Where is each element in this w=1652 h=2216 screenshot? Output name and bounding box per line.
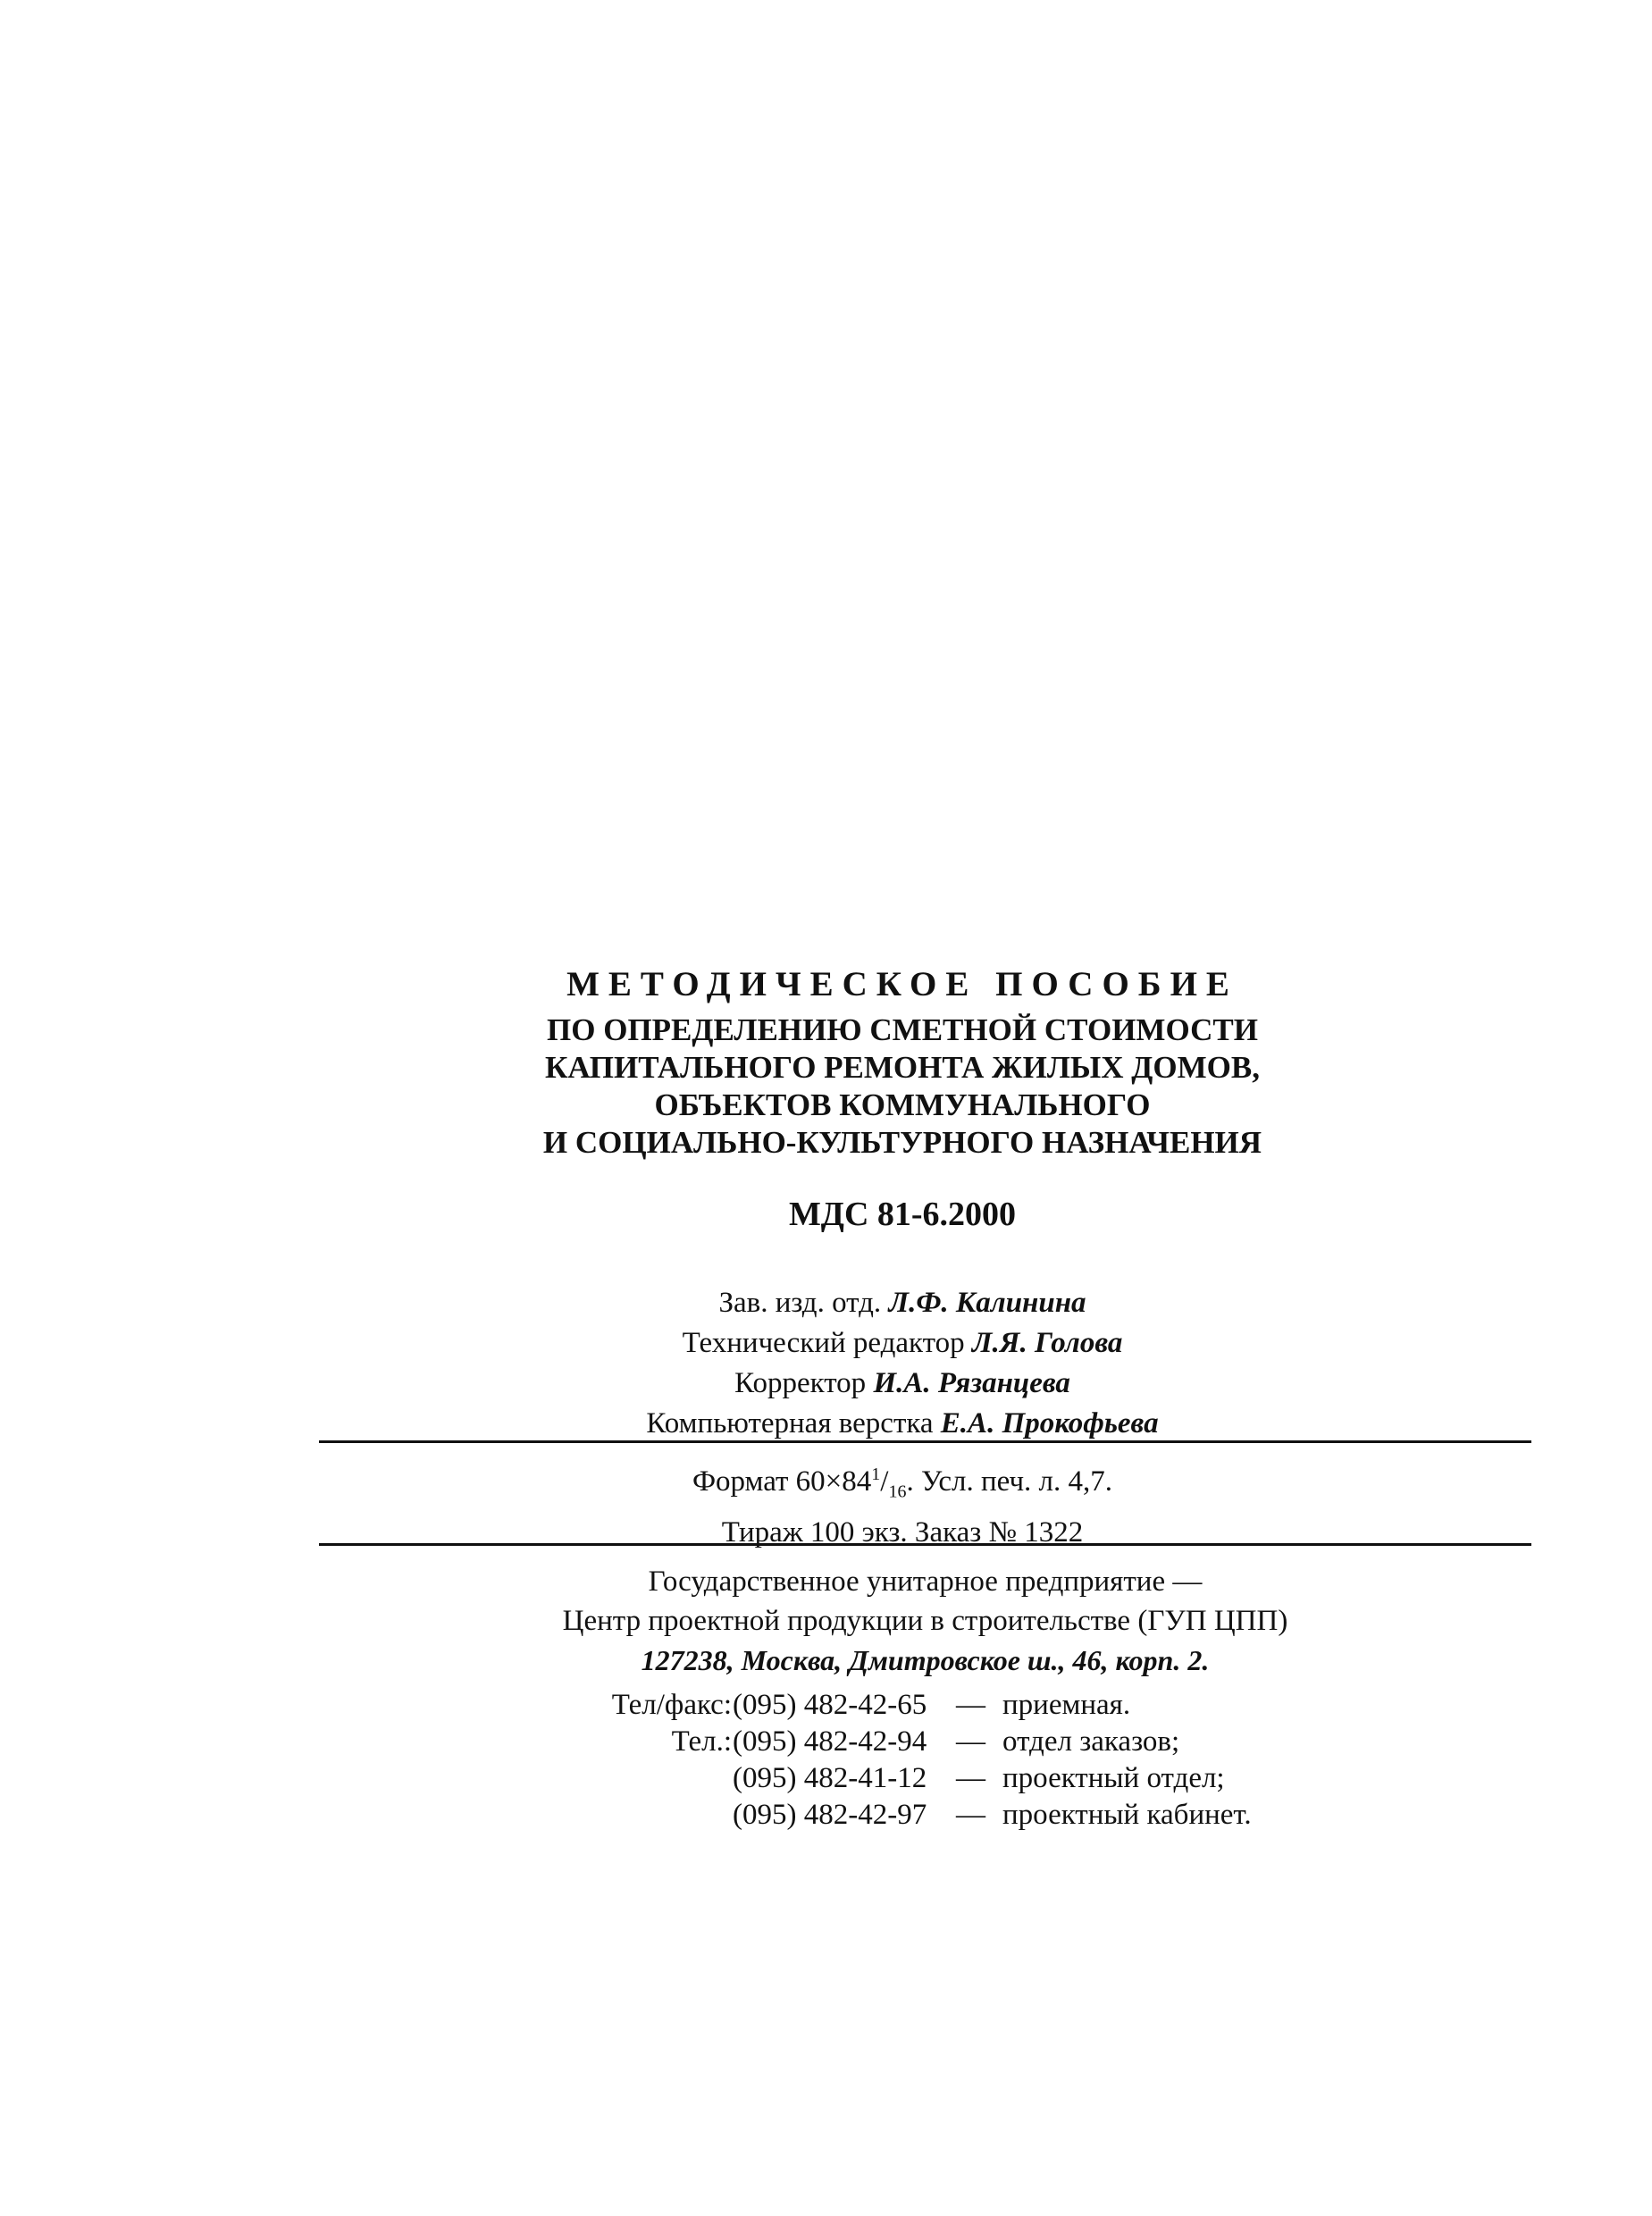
phone-row: [0, 1797, 1652, 1834]
phone-description: проектный отдел;: [1002, 1762, 1225, 1794]
phone-number: (095) 482-42-97: [733, 1799, 927, 1831]
format-block: [500, 1455, 1304, 1553]
phone-description: проектный кабинет.: [1002, 1799, 1252, 1831]
format-prefix: Формат 60×84: [692, 1465, 872, 1498]
format-sub: 16: [888, 1482, 907, 1502]
phone-number: (095) 482-41-12: [733, 1762, 927, 1794]
format-suffix: . Усл. печ. л. 4,7.: [906, 1465, 1113, 1498]
publisher-block: [319, 1562, 1531, 1641]
document-title: МЕТОДИЧЕСКОЕ ПОСОБИЕ: [566, 965, 1238, 1003]
phone-label: Тел.:: [671, 1725, 732, 1758]
title-line-2: КАПИТАЛЬНОГО РЕМОНТА ЖИЛЫХ ДОМОВ,: [545, 1050, 1260, 1085]
credit-role: Корректор: [734, 1367, 867, 1399]
credit-line: [500, 1404, 1304, 1444]
divider-top: [319, 1440, 1531, 1443]
phone-description: приемная.: [1002, 1689, 1131, 1721]
credit-line: [500, 1364, 1304, 1404]
phone-number: (095) 482-42-65: [733, 1689, 927, 1721]
credit-name: Л.Ф. Калинина: [888, 1287, 1086, 1319]
title-block: [500, 963, 1304, 1162]
credit-name: И.А. Рязанцева: [873, 1367, 1070, 1399]
credit-role: Зав. изд. отд.: [718, 1287, 882, 1319]
phone-number: (095) 482-42-94: [733, 1725, 927, 1758]
title-line-1: ПО ОПРЕДЕЛЕНИЮ СМЕТНОЙ СТОИМОСТИ: [547, 1012, 1258, 1047]
phone-row: [0, 1724, 1652, 1760]
credits-block: [500, 1283, 1304, 1444]
format-line: [500, 1455, 1304, 1513]
format-sup: 1: [871, 1465, 881, 1484]
publisher-line-2: Центр проектной продукции в строительстве (ГУП ЦПП): [562, 1605, 1288, 1637]
phones-table: [0, 1687, 1652, 1834]
phone-row: [0, 1687, 1652, 1724]
format-slash: /: [880, 1465, 889, 1498]
title-line-4: И СОЦИАЛЬНО-КУЛЬТУРНОГО НАЗНАЧЕНИЯ: [542, 1125, 1262, 1160]
phone-row: [0, 1760, 1652, 1797]
publisher-line-1: Государственное унитарное предприятие —: [648, 1565, 1203, 1598]
divider-bottom: [319, 1543, 1531, 1546]
publisher-address: 127238, Москва, Дмитровское ш., 46, корп. 2.: [641, 1644, 1210, 1676]
credit-name: Л.Я. Голова: [971, 1327, 1123, 1359]
phone-dash: —: [956, 1725, 985, 1758]
credit-role: Технический редактор: [682, 1327, 965, 1359]
phone-dash: —: [956, 1689, 985, 1721]
phone-description: отдел заказов;: [1002, 1725, 1180, 1758]
title-line-3: ОБЪЕКТОВ КОММУНАЛЬНОГО: [654, 1087, 1151, 1122]
credit-line: [500, 1323, 1304, 1364]
document-code: МДС 81-6.2000: [788, 1196, 1017, 1233]
print-run-line: Тираж 100 экз. Заказ № 1322: [721, 1515, 1084, 1549]
phone-dash: —: [956, 1799, 985, 1831]
credit-role: Компьютерная верстка: [646, 1407, 934, 1440]
credit-line: [500, 1283, 1304, 1323]
credit-name: Е.А. Прокофьева: [940, 1407, 1159, 1440]
phone-label: Тел/факс:: [611, 1689, 732, 1721]
phone-dash: —: [956, 1762, 985, 1794]
